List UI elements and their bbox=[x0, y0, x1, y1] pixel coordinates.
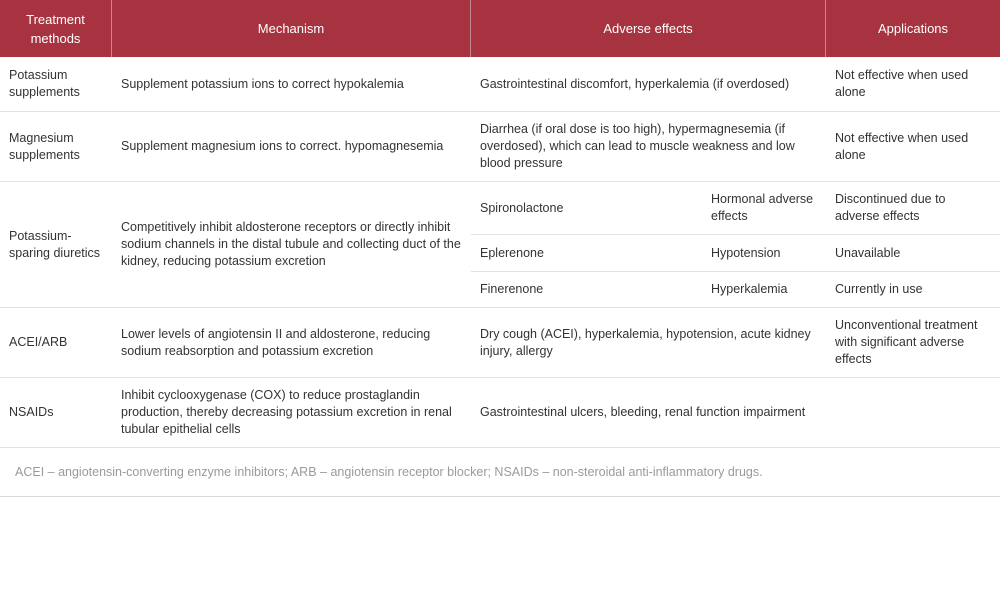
cell-treatment-magnesium: Magnesium supplements bbox=[9, 130, 80, 162]
cell-applications-potassium: Not effective when used alone bbox=[835, 68, 969, 99]
cell-drug-eplerenone: Eplerenone bbox=[480, 245, 544, 260]
cell-applications-finerenone: Currently in use bbox=[835, 282, 923, 296]
cell-effect-finerenone: Hyperkalemia bbox=[711, 282, 788, 296]
header-treatment: Treatment methods bbox=[0, 0, 112, 57]
header-applications: Applications bbox=[826, 0, 1000, 57]
cell-applications-spironolactone: Discontinued due to adverse effects bbox=[835, 192, 946, 223]
cell-effect-spironolactone: Hormonal adverse effects bbox=[711, 192, 814, 223]
cell-mechanism-potassium: Supplement potassium ions to correct hypokalemia bbox=[121, 76, 404, 91]
cell-mechanism-nsaids: Inhibit cyclooxygenase (COX) to reduce prostaglandin production, thereby decreasing potassium excretion in renal tubular epithelial cells bbox=[121, 388, 452, 436]
cell-treatment-potassium: Potassium supplements bbox=[9, 68, 80, 99]
header-adverse-effects: Adverse effects bbox=[471, 0, 826, 57]
cell-applications-eplerenone: Unavailable bbox=[835, 245, 901, 260]
cell-effect-eplerenone: Hypotension bbox=[711, 245, 781, 260]
cell-drug-spironolactone: Spironolactone bbox=[480, 200, 564, 215]
cell-drug-finerenone: Finerenone bbox=[480, 282, 544, 296]
cell-mechanism-acei: Lower levels of angiotensin II and aldosterone, reducing sodium reabsorption and potassium excretion bbox=[121, 326, 431, 358]
cell-adverse-magnesium: Diarrhea (if oral dose is too high), hypermagnesemia (if overdosed), which can lead to muscle weakness and low blood pressure bbox=[480, 122, 795, 170]
cell-treatment-nsaids: NSAIDs bbox=[9, 405, 54, 419]
header-mechanism: Mechanism bbox=[112, 0, 471, 57]
cell-applications-nsaids bbox=[826, 378, 1000, 447]
cell-applications-acei: Unconventional treatment with significant adverse effects bbox=[835, 318, 978, 366]
table-bottom-rule bbox=[0, 496, 1000, 497]
cell-mechanism-magnesium: Supplement magnesium ions to correct. hypomagnesemia bbox=[121, 139, 444, 153]
cell-mechanism-diuretics: Competitively inhibit aldosterone receptors or directly inhibit sodium channels in the distal tubule and collecting duct of the kidney, reducing potassium excretion bbox=[121, 220, 461, 268]
cell-treatment-diuretics: Potassium-sparing diuretics bbox=[9, 228, 101, 260]
cell-adverse-nsaids: Gastrointestinal ulcers, bleeding, renal function impairment bbox=[480, 405, 806, 419]
table-footnote: ACEI – angiotensin-converting enzyme inhibitors; ARB – angiotensin receptor blocker; NSAIDs – non-steroidal anti-inflammatory drugs. bbox=[15, 465, 763, 479]
cell-treatment-acei: ACEI/ARB bbox=[9, 335, 68, 349]
cell-adverse-acei: Dry cough (ACEI), hyperkalemia, hypotension, acute kidney injury, allergy bbox=[480, 326, 811, 358]
cell-adverse-potassium: Gastrointestinal discomfort, hyperkalemia (if overdosed) bbox=[480, 76, 790, 91]
cell-applications-magnesium: Not effective when used alone bbox=[835, 130, 969, 162]
row-divider bbox=[0, 447, 1000, 448]
